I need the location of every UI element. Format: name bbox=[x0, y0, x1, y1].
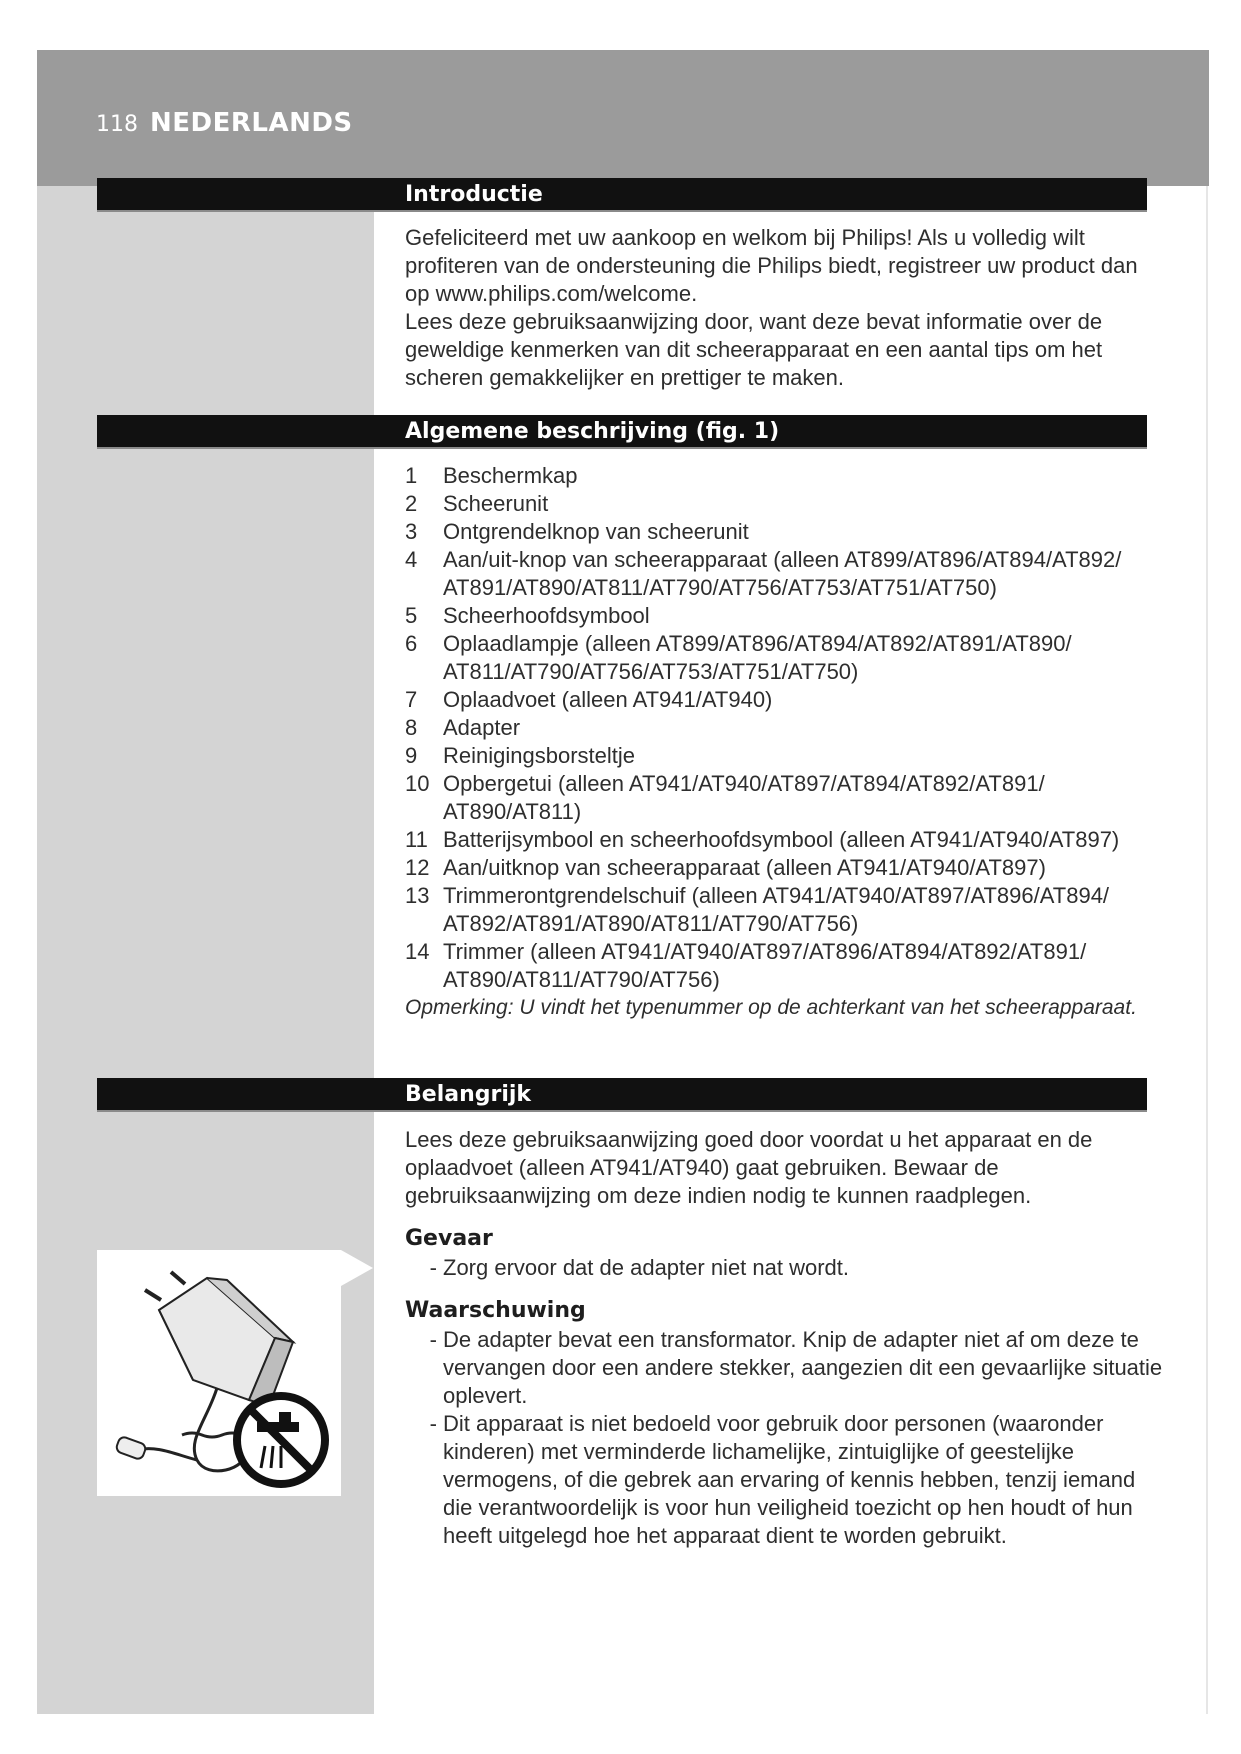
intro-paragraph: Lees deze gebruiksaanwijzing door, want deze bevat informatie over de geweldige kenmerken van dit scheerapparaat en een aantal tips om het scheren gemakkelijker en prettiger te maken. bbox=[405, 309, 1103, 390]
list-item: 1 Beschermkap bbox=[405, 463, 578, 488]
danger-heading: Gevaar bbox=[405, 1226, 493, 1251]
section-bar-intro bbox=[97, 178, 1147, 212]
list-item: 3 Ontgrendelknop van scheerunit bbox=[405, 519, 749, 544]
list-item: 11 Batterijsymbool en scheerhoofdsymbool (alleen AT941/AT940/AT897) bbox=[405, 827, 1120, 852]
page-header bbox=[96, 108, 353, 138]
list-item: 13 Trimmerontgrendelschuif (alleen AT941/AT940/AT897/AT896/AT894/ AT892/AT891/AT890/AT811/AT790/AT756) bbox=[405, 883, 1110, 936]
list-item: 14 Trimmer (alleen AT941/AT940/AT897/AT896/AT894/AT892/AT891/ AT890/AT811/AT790/AT756) bbox=[405, 939, 1087, 992]
list-item: 9 Reinigingsborsteltje bbox=[405, 743, 635, 768]
warning-heading: Waarschuwing bbox=[405, 1298, 586, 1323]
section-bar-important bbox=[97, 1078, 1147, 1112]
intro-text bbox=[405, 224, 1165, 392]
parts-list bbox=[405, 462, 1165, 1022]
note-text: Opmerking: U vindt het typenummer op de achterkant van het scheerapparaat. bbox=[405, 996, 1137, 1019]
section-title-general: Algemene beschrijving (fig. 1) bbox=[405, 419, 780, 444]
list-item: 12 Aan/uitknop van scheerapparaat (alleen AT941/AT940/AT897) bbox=[405, 855, 1046, 880]
warning-bullet: - De adapter bevat een transformator. Knip de adapter niet af om deze te vervangen door een andere stekker, aangezien dit een gevaarlijke situatie oplevert. bbox=[429, 1327, 1163, 1408]
page-number: 118 bbox=[96, 112, 138, 137]
no-water-icon bbox=[237, 1396, 325, 1484]
danger-bullet: - Zorg ervoor dat de adapter niet nat wordt. bbox=[429, 1255, 850, 1280]
language-title: NEDERLANDS bbox=[150, 108, 353, 138]
intro-paragraph: Gefeliciteerd met uw aankoop en welkom bij Philips! Als u volledig wilt profiteren van de ondersteuning die Philips biedt, registreer uw product dan op www.philips.com/welcome. bbox=[405, 225, 1138, 306]
section-title-important: Belangrijk bbox=[405, 1082, 532, 1107]
adapter-figure bbox=[97, 1250, 341, 1496]
figure-pointer bbox=[341, 1250, 373, 1286]
list-item: 6 Oplaadlampje (alleen AT899/AT896/AT894/AT892/AT891/AT890/ AT811/AT790/AT756/AT753/AT751/AT750) bbox=[405, 631, 1072, 684]
section-bar-general bbox=[97, 415, 1147, 449]
list-item: 5 Scheerhoofdsymbool bbox=[405, 603, 650, 628]
right-margin-line bbox=[1206, 186, 1208, 1714]
important-intro: Lees deze gebruiksaanwijzing goed door voordat u het apparaat en de oplaadvoet (alleen AT941/AT940) gaat gebruiken. Bewaar de gebruiksaanwijzing om deze indien nodig te kunnen raadplegen. bbox=[405, 1127, 1093, 1208]
list-item: 8 Adapter bbox=[405, 715, 521, 740]
list-item: 4 Aan/uit-knop van scheerapparaat (alleen AT899/AT896/AT894/AT892/ AT891/AT890/AT811/AT790/AT756/AT753/AT751/AT750) bbox=[405, 547, 1122, 600]
list-item: 2 Scheerunit bbox=[405, 491, 549, 516]
adapter-illustration bbox=[97, 1250, 341, 1496]
list-item: 7 Oplaadvoet (alleen AT941/AT940) bbox=[405, 687, 773, 712]
section-title-intro: Introductie bbox=[405, 182, 543, 207]
important-text bbox=[405, 1126, 1165, 1550]
list-item: 10 Opbergetui (alleen AT941/AT940/AT897/AT894/AT892/AT891/ AT890/AT811) bbox=[405, 771, 1045, 824]
warning-bullet: - Dit apparaat is niet bedoeld voor gebruik door personen (waaronder kinderen) met verminderde lichamelijke, zintuiglijke of geestelijke vermogens, of die gebrek aan ervaring of kennis hebben, tenzij iemand die verantwoordelijk is voor hun veiligheid toezicht op hen houdt of hun heeft uitgelegd hoe het apparaat dient te worden gebruikt. bbox=[429, 1411, 1136, 1548]
